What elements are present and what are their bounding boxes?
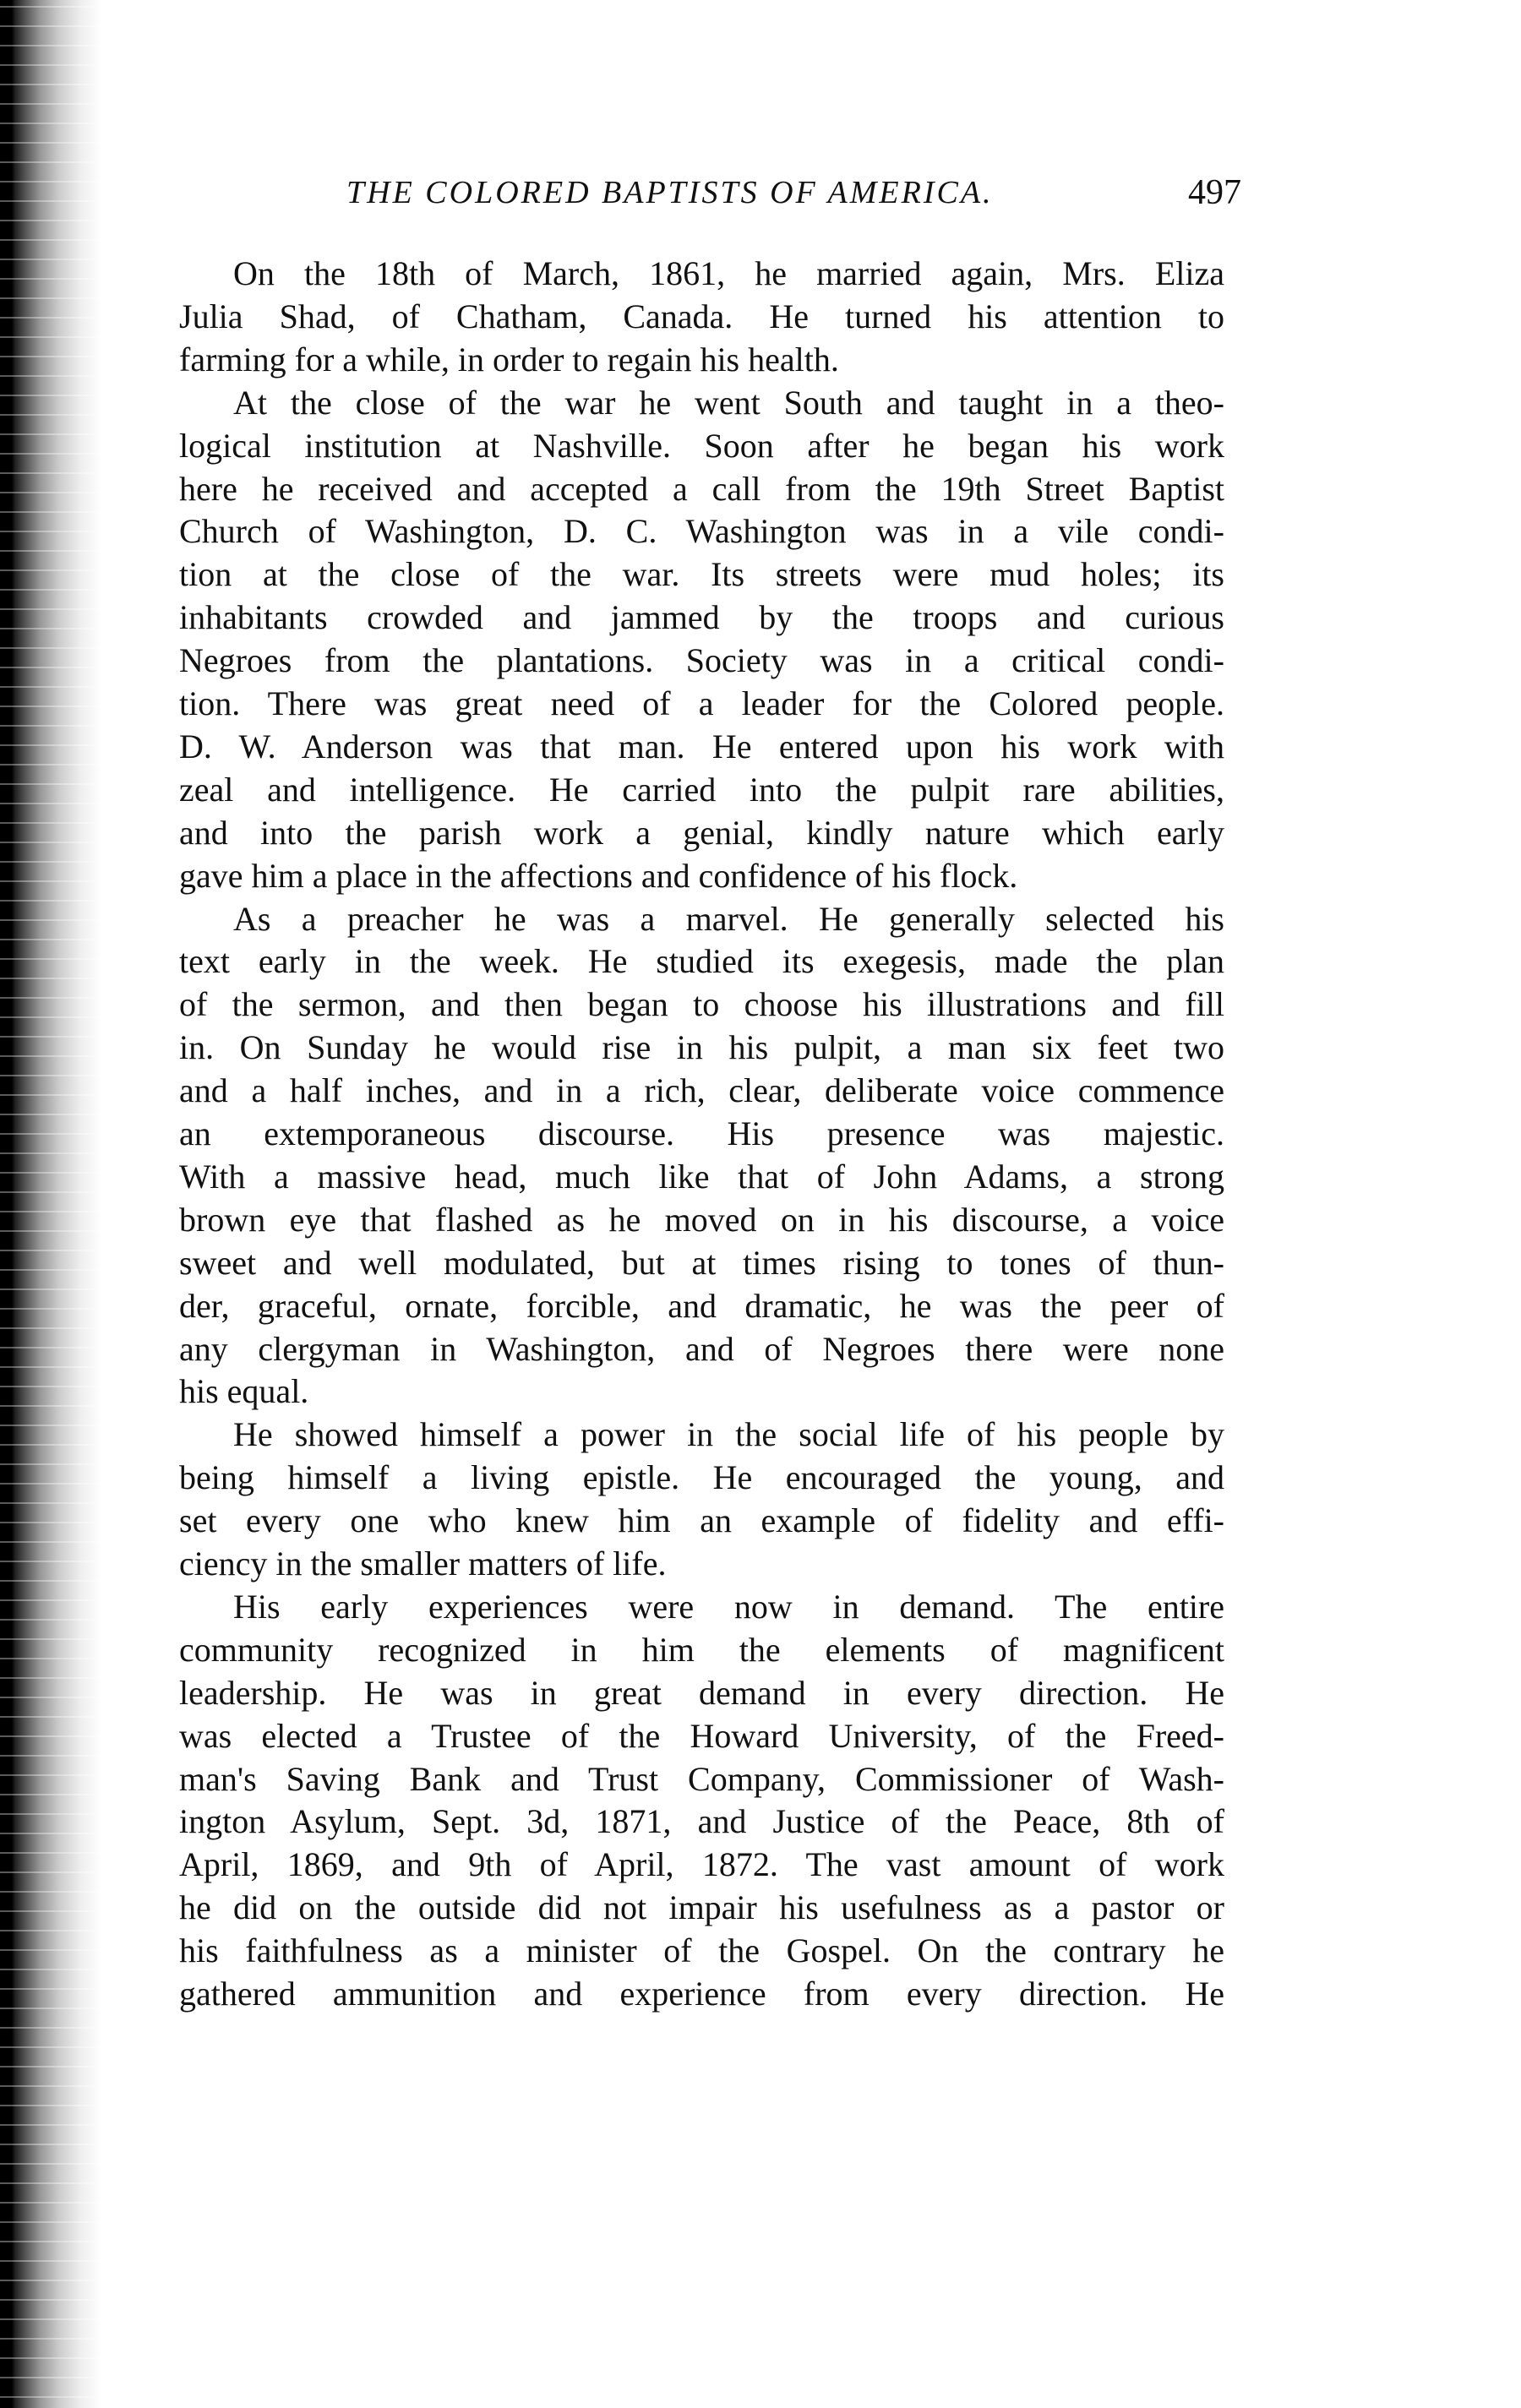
text-line: leadership. He was in great demand in every direction. He (179, 1673, 1224, 1712)
text-line: D. W. Anderson was that man. He entered upon his work with (179, 727, 1224, 765)
running-title: THE COLORED BAPTISTS OF AMERICA. (346, 175, 994, 210)
text-line: and into the parish work a genial, kindly nature which early (179, 813, 1224, 852)
text-line: farming for a while, in order to regain his health. (179, 340, 839, 379)
text-line: April, 1869, and 9th of April, 1872. The vast amount of work (179, 1845, 1224, 1884)
text-line: He showed himself a power in the social life of his people by (233, 1415, 1224, 1454)
text-line: community recognized in him the elements of magnificent (179, 1630, 1224, 1669)
text-line: Julia Shad, of Chatham, Canada. He turned his attention to (179, 297, 1224, 335)
text-line: ington Asylum, Sept. 3d, 1871, and Justice of the Peace, 8th of (179, 1802, 1224, 1841)
text-line: was elected a Trustee of the Howard University, of the Freed- (179, 1716, 1224, 1755)
text-line: his equal. (179, 1372, 309, 1411)
text-line: ciency in the smaller matters of life. (179, 1544, 667, 1583)
text-line: man's Saving Bank and Trust Company, Commissioner of Wash- (179, 1759, 1224, 1798)
text-line: text early in the week. He studied its exegesis, made the plan (179, 942, 1224, 981)
text-line: logical institution at Nashville. Soon after he began his work (179, 426, 1224, 465)
text-line: of the sermon, and then began to choose his illustrations and fill (179, 985, 1224, 1024)
text-line: his faithfulness as a minister of the Gospel. On the contrary he (179, 1931, 1224, 1970)
text-line: gathered ammunition and experience from every direction. He (179, 1975, 1224, 2013)
text-line: brown eye that flashed as he moved on in his discourse, a voice (179, 1200, 1224, 1239)
text-line: With a massive head, much like that of John Adams, a strong (179, 1157, 1224, 1196)
text-line: tion. There was great need of a leader for the Colored people. (179, 684, 1224, 722)
text-line: At the close of the war he went South and taught in a theo- (233, 383, 1224, 422)
text-line: being himself a living epistle. He encouraged the young, and (179, 1458, 1224, 1497)
text-line: an extemporaneous discourse. His presence was majestic. (179, 1114, 1224, 1152)
text-line: inhabitants crowded and jammed by the troops and curious (179, 598, 1224, 637)
text-line: he did on the outside did not impair his usefulness as a pastor or (179, 1888, 1224, 1927)
text-line: tion at the close of the war. Its streets were mud holes; its (179, 555, 1224, 594)
scanned-page-edge (0, 0, 101, 2408)
text-line: zeal and intelligence. He carried into the pulpit rare abilities, (179, 770, 1224, 809)
text-line: His early experiences were now in demand. The entire (233, 1587, 1224, 1626)
text-line: gave him a place in the affections and confidence of his flock. (179, 856, 1018, 895)
text-line: sweet and well modulated, but at times rising to tones of thun- (179, 1243, 1224, 1282)
text-line: in. On Sunday he would rise in his pulpit, a man six feet two (179, 1028, 1224, 1067)
text-line: any clergyman in Washington, and of Negroes there were none (179, 1329, 1224, 1368)
text-line: here he received and accepted a call from the 19th Street Baptist (179, 469, 1224, 508)
page-number: 497 (1188, 173, 1241, 212)
text-line: and a half inches, and in a rich, clear, deliberate voice commence (179, 1071, 1224, 1110)
text-line: der, graceful, ornate, forcible, and dramatic, he was the peer of (179, 1286, 1224, 1325)
text-line: As a preacher he was a marvel. He generally selected his (233, 899, 1224, 938)
text-line: On the 18th of March, 1861, he married again, Mrs. Eliza (233, 254, 1224, 292)
text-line: set every one who knew him an example of fidelity and effi- (179, 1501, 1224, 1540)
text-line: Church of Washington, D. C. Washington was in a vile condi- (179, 512, 1224, 551)
text-line: Negroes from the plantations. Society was in a critical condi- (179, 641, 1224, 680)
